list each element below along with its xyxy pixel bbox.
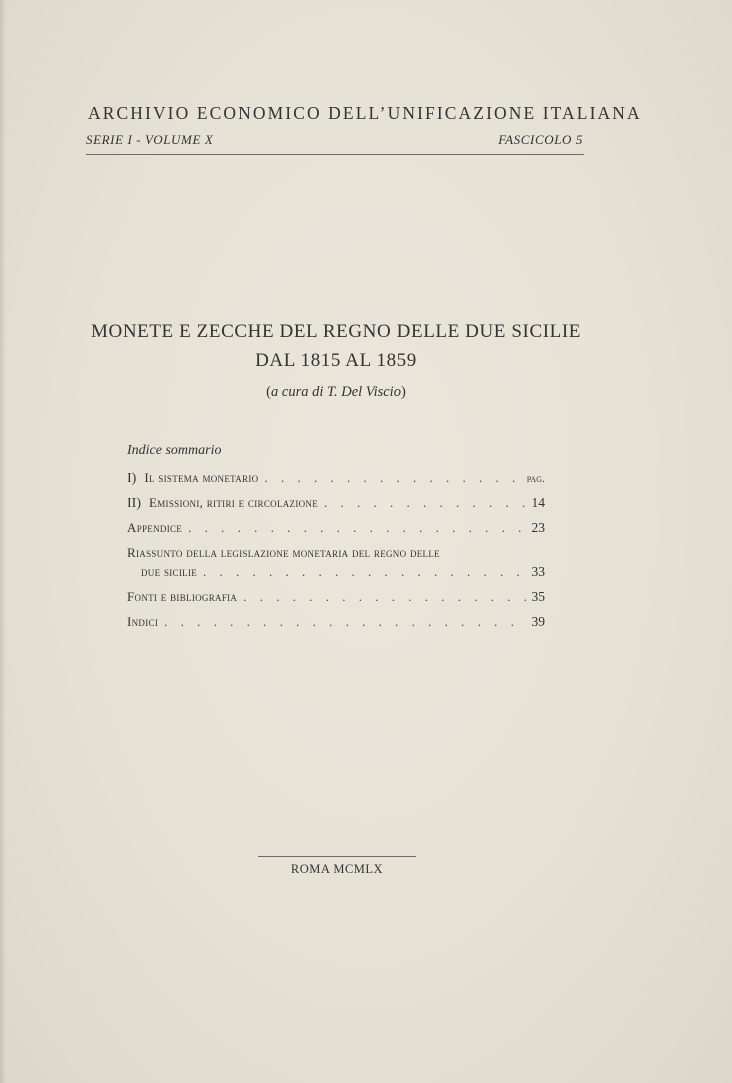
toc-entry — [127, 520, 545, 539]
series-volume: SERIE I - VOLUME X — [86, 132, 214, 147]
imprint: ROMA MCMLX — [290, 862, 384, 876]
toc-entry-label: Fonti e bibliografia — [127, 589, 238, 604]
table-of-contents — [127, 470, 545, 639]
book-subtitle: DAL 1815 AL 1859 — [255, 350, 417, 371]
toc-entry-number: I) — [127, 471, 137, 486]
toc-leader-dots — [324, 495, 525, 511]
toc-entry-page: pag. — [526, 471, 545, 485]
index-heading: Indice sommario — [127, 443, 222, 458]
toc-entry — [127, 614, 545, 633]
curator-credit: (a cura di T. Del Viscio) — [266, 384, 406, 400]
book-title: MONETE E ZECCHE DEL REGNO DELLE DUE SICILIE — [91, 321, 581, 342]
series-title: ARCHIVIO ECONOMICO DELL’UNIFICAZIONE ITALIANA — [88, 103, 642, 123]
toc-entry-label-continued: due sicilie — [141, 564, 198, 579]
toc-entry — [127, 545, 545, 564]
toc-entry-page: 33 — [531, 564, 545, 579]
toc-entry — [127, 470, 545, 489]
toc-entry — [127, 589, 545, 608]
toc-leader-dots — [243, 589, 525, 605]
toc-leader-dots — [264, 470, 520, 486]
page-edge-shadow — [0, 0, 6, 1083]
toc-leader-dots — [203, 564, 525, 580]
toc-entry-page: 14 — [531, 495, 545, 510]
toc-entry-label: Emissioni, ritiri e circolazione — [149, 495, 319, 510]
fascicolo-number: FASCICOLO 5 — [498, 132, 583, 147]
toc-leader-dots — [164, 614, 525, 630]
toc-entry-page: 35 — [531, 589, 545, 604]
toc-entry-label: Riassunto della legislazione monetaria del regno delle — [127, 545, 440, 560]
toc-entry-continuation — [127, 564, 545, 583]
toc-entry — [127, 495, 545, 514]
footer-rule — [258, 856, 416, 857]
toc-entry-label: Indici — [127, 614, 159, 629]
toc-leader-dots — [188, 520, 525, 536]
toc-entry-page: 39 — [531, 614, 545, 629]
toc-entry-label: Il sistema monetario — [144, 470, 259, 485]
header-rule — [86, 154, 584, 155]
toc-entry-label: Appendice — [127, 520, 183, 535]
toc-entry-page: 23 — [531, 520, 545, 535]
toc-entry-number: II) — [127, 496, 141, 511]
